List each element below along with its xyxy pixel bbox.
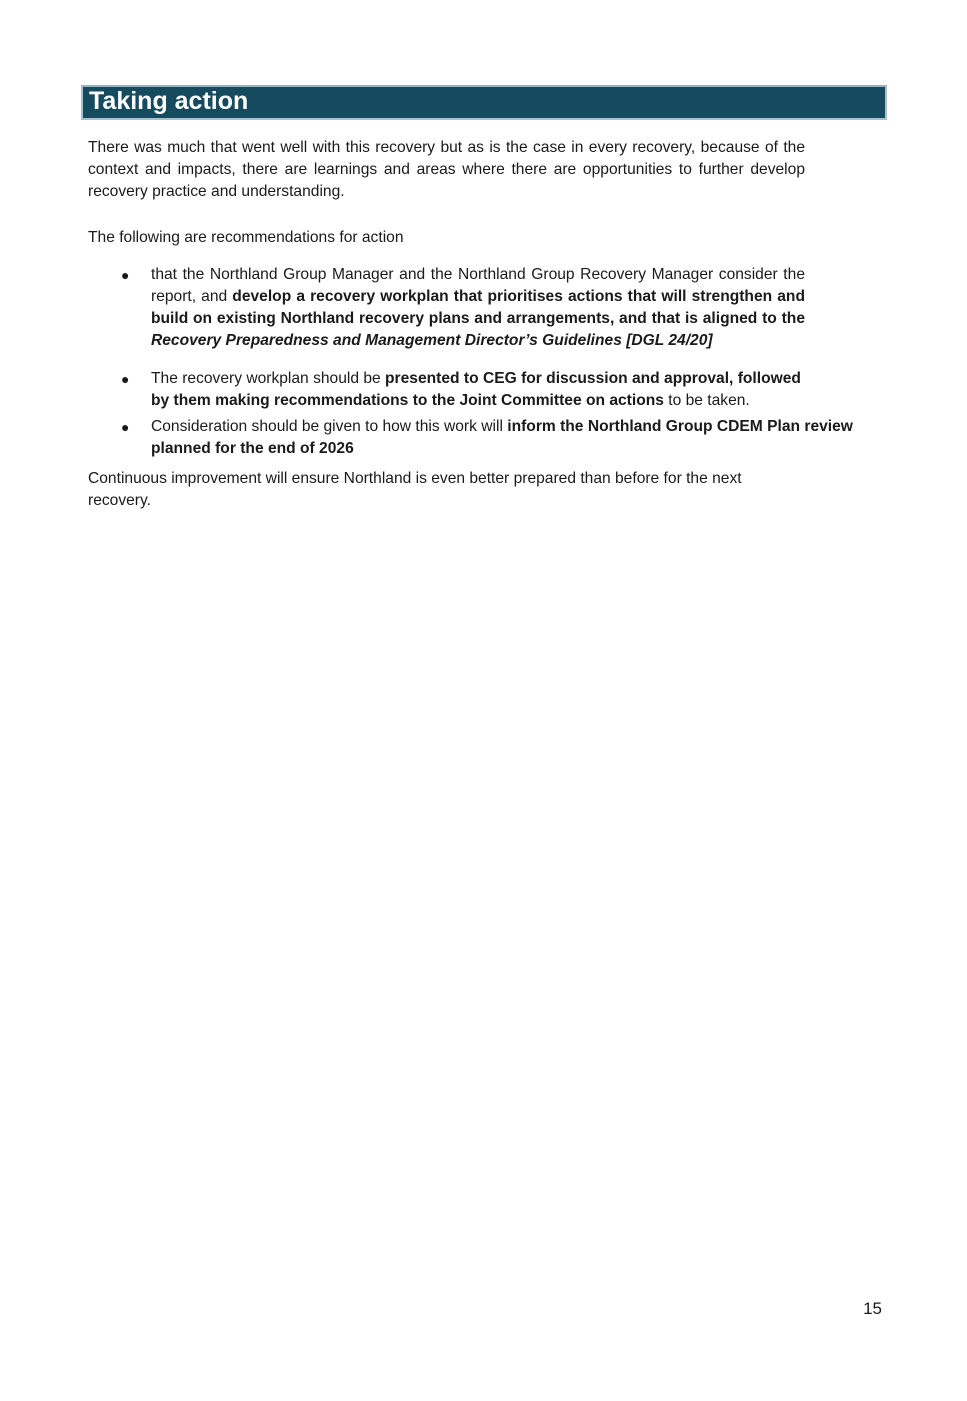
intro-paragraph: There was much that went well with this recovery but as is the case in every recovery, because of the context and impacts, there are learnings and areas where there are opportunities to further develop recovery practice and understanding. [88,139,805,200]
bullet-icon: ● [121,419,130,435]
list-item-text: that the Northland Group Manager and the Northland Group Recovery Manager consider the report, and develop a recovery workplan that prioritises actions that will strengthen and build on existing Northland recovery plans and arrangements, and that is aligned to the Recovery Preparedness and Management Director’s Guidelines [DGL 24/20] [151,266,805,349]
section-header-bar [81,85,887,120]
section-title: Taking action [89,86,249,115]
bullet-icon: ● [121,267,130,283]
list-item [88,368,805,412]
list-item [88,416,885,460]
closing-paragraph: Continuous improvement will ensure Northland is even better prepared than before for the next recovery. [88,470,742,509]
page-number: 15 [863,1299,882,1318]
list-item [88,264,805,352]
page-content [81,85,887,512]
bullet-icon: ● [121,371,130,387]
recommendations-lead-paragraph: The following are recommendations for action [88,229,404,246]
list-item-text: The recovery workplan should be presented to CEG for discussion and approval, followed by them making recommendations to the Joint Committee on actions to be taken. [151,370,801,409]
recommendations-list [81,264,887,460]
list-item-text: Consideration should be given to how this work will inform the Northland Group CDEM Plan review planned for the end of 2026 [151,418,853,457]
